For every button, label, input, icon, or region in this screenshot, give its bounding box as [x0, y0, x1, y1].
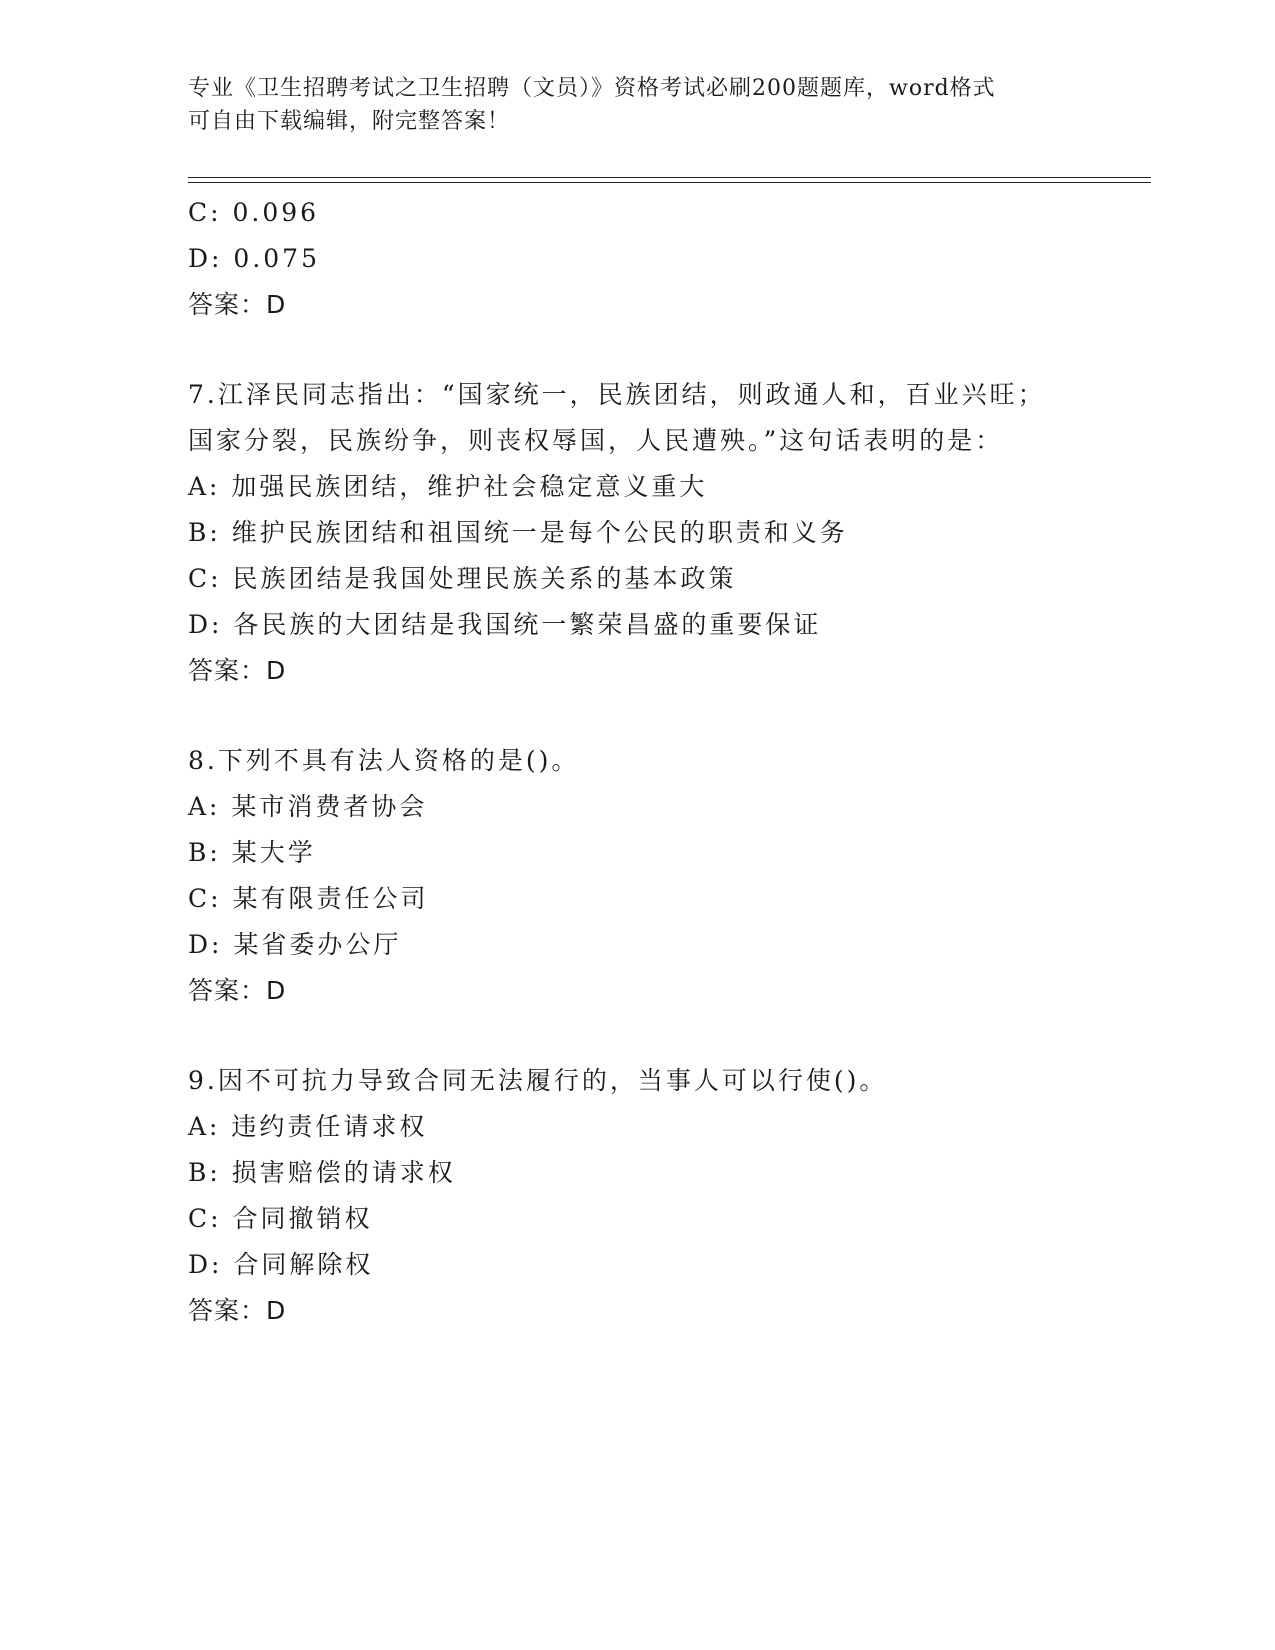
header-rule-bottom	[188, 182, 1151, 183]
header-rule-top	[188, 177, 1151, 178]
option-d: D: 合同解除权	[188, 1250, 374, 1279]
option-d: D: 各民族的大团结是我国统一繁荣昌盛的重要保证	[188, 610, 822, 639]
question-7	[188, 372, 1128, 694]
option-c: C: 0.096	[188, 198, 320, 227]
question-text-line-2: 国家分裂，民族纷争，则丧权辱国，人民遭殃。”这句话表明的是：	[188, 426, 1004, 455]
answer: 答案：D	[188, 290, 287, 319]
question-8	[188, 738, 1128, 1014]
document-header	[188, 72, 1088, 138]
option-d: D: 0.075	[188, 244, 320, 273]
header-line-2: 可自由下载编辑，附完整答案！	[188, 109, 511, 134]
option-a: A: 某市消费者协会	[188, 792, 428, 821]
option-c: C: 合同撤销权	[188, 1204, 373, 1233]
option-c: C: 民族团结是我国处理民族关系的基本政策	[188, 564, 737, 593]
option-a: A: 违约责任请求权	[188, 1112, 428, 1141]
option-c: C: 某有限责任公司	[188, 884, 429, 913]
answer: 答案：D	[188, 656, 287, 685]
option-d: D: 某省委办公厅	[188, 930, 402, 959]
option-a: A: 加强民族团结，维护社会稳定意义重大	[188, 472, 708, 501]
header-line-1: 专业《卫生招聘考试之卫生招聘（文员）》资格考试必刷200题题库，word格式	[188, 76, 996, 101]
option-b: B: 维护民族团结和祖国统一是每个公民的职责和义务	[188, 518, 848, 547]
question-9	[188, 1058, 1128, 1334]
question-6-tail	[188, 190, 1128, 328]
question-text-line-1: 7.江泽民同志指出：“国家统一，民族团结，则政通人和，百业兴旺；	[188, 380, 1046, 409]
question-text: 8.下列不具有法人资格的是()。	[188, 746, 580, 775]
option-b: B: 损害赔偿的请求权	[188, 1158, 456, 1187]
question-text: 9.因不可抗力导致合同无法履行的，当事人可以行使()。	[188, 1066, 888, 1095]
answer: 答案：D	[188, 976, 287, 1005]
document-body	[188, 190, 1128, 1334]
answer: 答案：D	[188, 1296, 287, 1325]
option-b: B: 某大学	[188, 838, 316, 867]
